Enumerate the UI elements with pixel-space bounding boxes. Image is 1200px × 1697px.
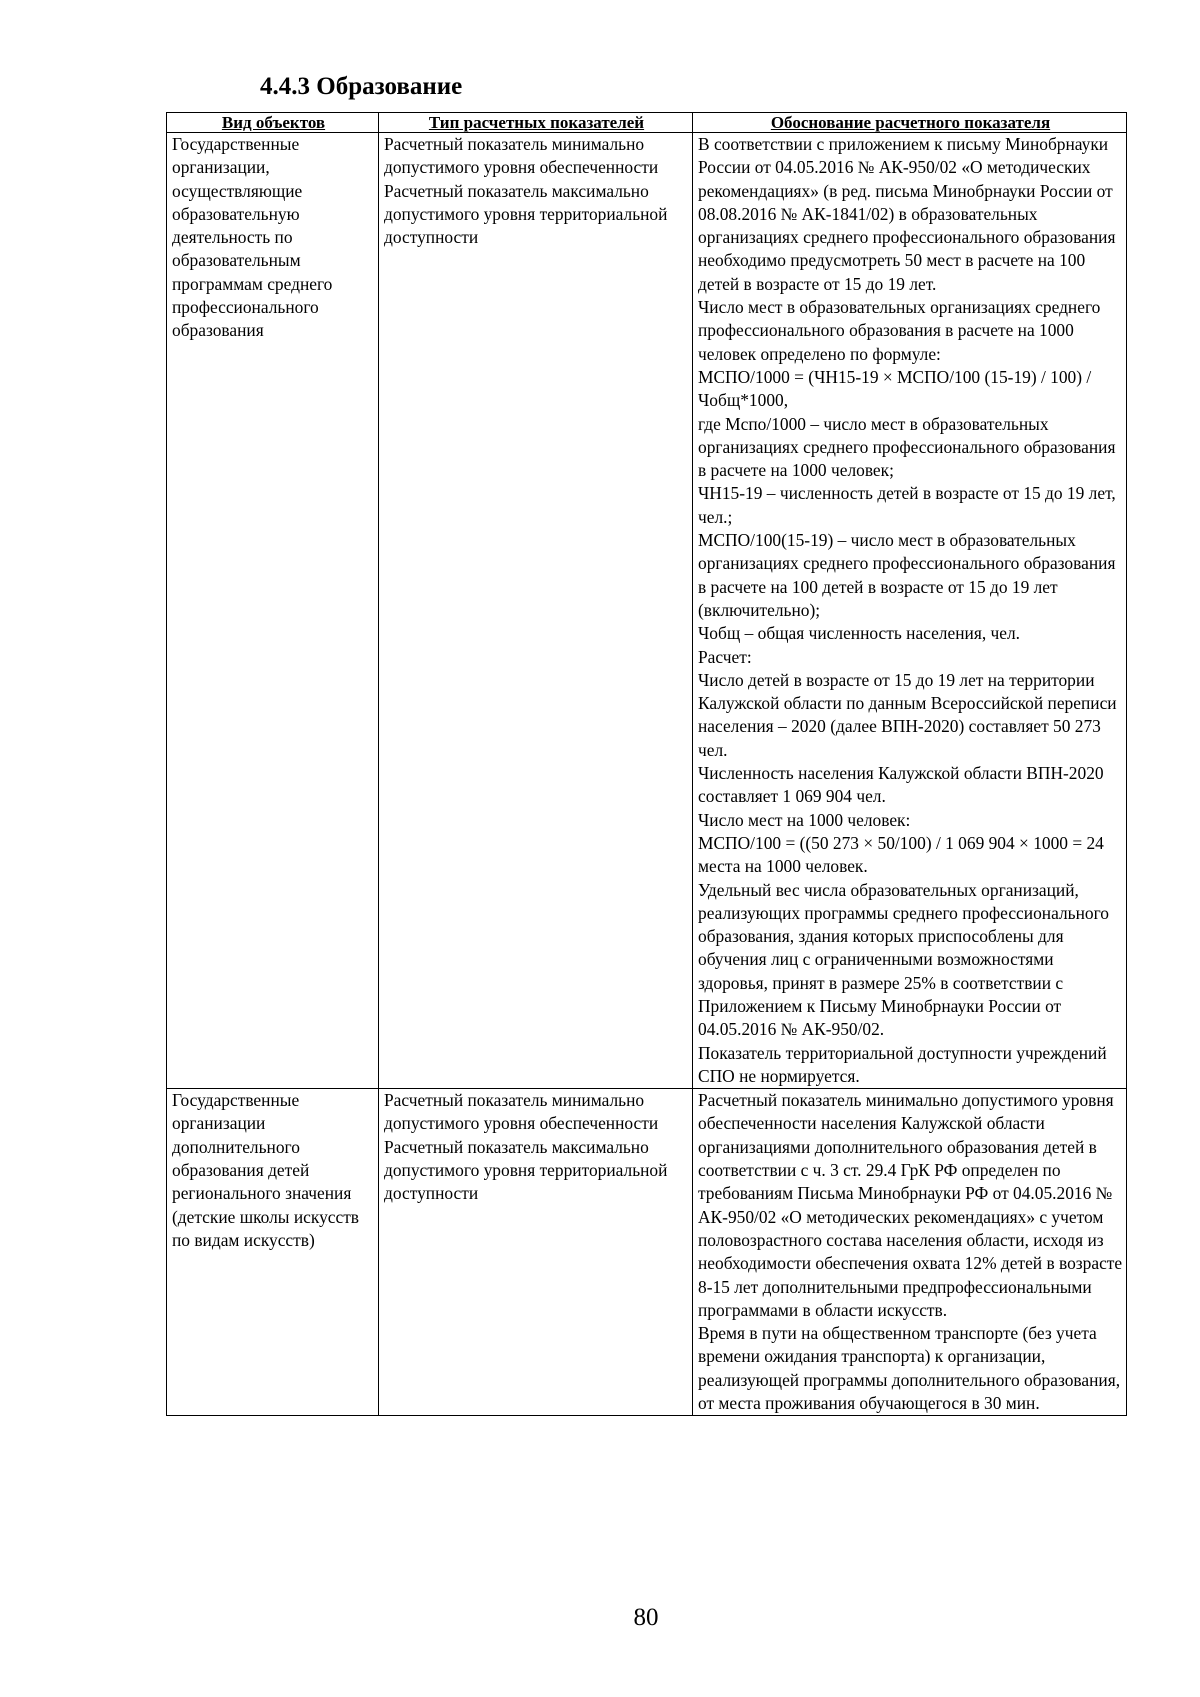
column-header-object-type: Вид объектов (167, 113, 379, 133)
indicator-type-min: Расчетный показатель минимально допустимого уровня обеспеченности (384, 134, 659, 178)
table-row (167, 1089, 1127, 1416)
justification-paragraph: Удельный вес числа образовательных организаций, реализующих программы среднего профессионального образования, здания которых приспособлены для обучения лиц с ограниченными возможностями здоровья, принят в размере 25% в соответствии с Приложением к Письму Минобрнауки России от 04.05.2016 № АК-950/02. (698, 879, 1109, 1040)
column-header-justification: Обоснование расчетного показателя (693, 113, 1127, 133)
cell-justification (693, 133, 1127, 1089)
section-heading: 4.4.3 Образование (260, 73, 463, 100)
justification-paragraph: Расчетный показатель минимально допустимого уровня обеспеченности населения Калужской области организациями дополнительного образования детей в соответствии с ч. 3 ст. 29.4 ГрК РФ определен по требованиям Письма Минобрнауки РФ от 04.05.2016 № АК-950/02 «О методических рекомендациях» с учетом половозрастного состава населения области, исходя из необходимости обеспечения охвата 12% детей в возрасте 8-15 лет дополнительными предпрофессиональными программами в области искусств. (698, 1090, 1123, 1320)
justification-paragraph: Расчет: (698, 646, 752, 667)
education-indicators-table (166, 112, 1127, 1416)
column-header-indicator-type: Тип расчетных показателей (379, 113, 693, 133)
indicator-type-max: Расчетный показатель максимально допустимого уровня территориальной доступности (384, 180, 668, 248)
page-number: 80 (633, 1604, 659, 1631)
indicator-type-max: Расчетный показатель максимально допустимого уровня территориальной доступности (384, 1136, 668, 1204)
justification-paragraph: МСПО/100(15-19) – число мест в образовательных организациях среднего профессионального образования в расчете на 100 детей в возрасте от 15 до 19 лет (включительно); (698, 530, 1116, 620)
justification-paragraph: Показатель территориальной доступности учреждений СПО не нормируется. (698, 1042, 1107, 1086)
justification-paragraph: Число детей в возрасте от 15 до 19 лет на территории Калужской области по данным Всероссийской переписи населения – 2020 (далее ВПН-2020) составляет 50 273 чел. (698, 669, 1117, 760)
justification-paragraph: Время в пути на общественном транспорте (без учета времени ожидания транспорта) к организации, реализующей программы дополнительного образования, от места проживания обучающегося в 30 мин. (698, 1323, 1121, 1414)
table-header-row (167, 113, 1127, 133)
justification-formula: МСПО/100 = ((50 273 × 50/100) / 1 069 904 × 1000 = 24 места на 1000 человек. (698, 832, 1104, 877)
justification-formula: МСПО/1000 = (ЧН15-19 × МСПО/100 (15-19) / 100) / Чобщ*1000, (698, 366, 1092, 411)
justification-paragraph: ЧН15-19 – численность детей в возрасте от 15 до 19 лет, чел.; (698, 483, 1116, 527)
justification-paragraph: Численность населения Калужской области ВПН-2020 составляет 1 069 904 чел. (698, 763, 1104, 807)
cell-justification (693, 1089, 1127, 1416)
cell-object-type: Государственные организации, осуществляющие образовательную деятельность по образовательным программам среднего профессионального образования (167, 133, 379, 1089)
indicator-type-min: Расчетный показатель минимально допустимого уровня обеспеченности (384, 1090, 659, 1134)
justification-paragraph: В соответствии с приложением к письму Минобрнауки России от 04.05.2016 № АК-950/02 «О методических рекомендациях» (в ред. письма Минобрнауки России от 08.08.2016 № АК-1841/02) в образовательных организациях среднего профессионального образования необходимо предусмотреть 50 мест в расчете на 100 детей в возрасте от 15 до 19 лет. (698, 134, 1116, 294)
cell-object-type: Государственные организации дополнительного образования детей регионального значения (детские школы искусств по видам искусств) (167, 1089, 379, 1416)
cell-indicator-types (379, 133, 693, 1089)
cell-indicator-types (379, 1089, 693, 1416)
justification-paragraph: Число мест на 1000 человек: (698, 809, 911, 830)
table-row (167, 133, 1127, 1089)
justification-paragraph: Число мест в образовательных организациях среднего профессионального образования в расчете на 1000 человек определено по формуле: (698, 297, 1101, 364)
justification-paragraph: Чобщ – общая численность населения, чел. (698, 623, 1021, 644)
justification-paragraph: где Мспо/1000 – число мест в образовательных организациях среднего профессионального образования в расчете на 1000 человек; (698, 413, 1116, 481)
